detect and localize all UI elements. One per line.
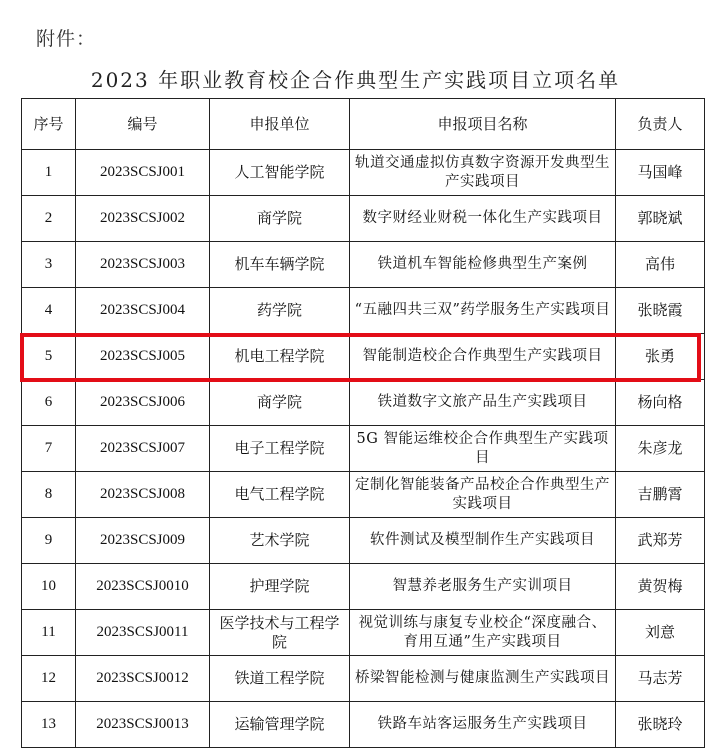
row-no: 8 xyxy=(22,472,76,518)
row-code: 2023SCSJ0010 xyxy=(76,564,210,610)
row-person: 张晓霞 xyxy=(616,288,705,334)
table-row xyxy=(22,518,705,564)
row-no: 5 xyxy=(22,334,76,380)
row-unit: 运输管理学院 xyxy=(210,702,350,748)
row-project: “五融四共三双”药学服务生产实践项目 xyxy=(350,288,616,334)
row-code: 2023SCSJ003 xyxy=(76,242,210,288)
row-no: 12 xyxy=(22,656,76,702)
row-no: 7 xyxy=(22,426,76,472)
row-person: 高伟 xyxy=(616,242,705,288)
row-person: 马志芳 xyxy=(616,656,705,702)
table-row xyxy=(22,196,705,242)
row-person: 黄贺梅 xyxy=(616,564,705,610)
row-unit: 机车车辆学院 xyxy=(210,242,350,288)
table-header-row xyxy=(22,99,705,150)
document-title: 2023 年职业教育校企合作典型生产实践项目立项名单 xyxy=(90,68,621,92)
table-row xyxy=(22,656,705,702)
row-unit: 电气工程学院 xyxy=(210,472,350,518)
row-person: 武郑芳 xyxy=(616,518,705,564)
header-person: 负责人 xyxy=(616,99,705,150)
row-no: 9 xyxy=(22,518,76,564)
row-project: 智慧养老服务生产实训项目 xyxy=(350,564,616,610)
table-row xyxy=(22,426,705,472)
row-person: 张勇 xyxy=(616,334,705,380)
row-person: 刘意 xyxy=(616,610,705,656)
row-person: 张晓玲 xyxy=(616,702,705,748)
row-unit: 商学院 xyxy=(210,196,350,242)
row-unit: 电子工程学院 xyxy=(210,426,350,472)
header-project: 申报项目名称 xyxy=(350,99,616,150)
table-row xyxy=(22,610,705,656)
row-code: 2023SCSJ002 xyxy=(76,196,210,242)
table-row xyxy=(22,150,705,196)
row-unit: 药学院 xyxy=(210,288,350,334)
table-row xyxy=(22,472,705,518)
row-project: 智能制造校企合作典型生产实践项目 xyxy=(350,334,616,380)
row-code: 2023SCSJ008 xyxy=(76,472,210,518)
row-no: 3 xyxy=(22,242,76,288)
row-no: 4 xyxy=(22,288,76,334)
row-unit: 商学院 xyxy=(210,380,350,426)
row-project: 软件测试及模型制作生产实践项目 xyxy=(350,518,616,564)
row-no: 2 xyxy=(22,196,76,242)
attachment-label: 附件： xyxy=(36,28,97,50)
table-row xyxy=(22,242,705,288)
row-code: 2023SCSJ001 xyxy=(76,150,210,196)
row-project: 5G 智能运维校企合作典型生产实践项目 xyxy=(350,426,616,472)
row-project: 铁道机车智能检修典型生产案例 xyxy=(350,242,616,288)
project-table xyxy=(21,98,705,748)
row-person: 杨向格 xyxy=(616,380,705,426)
row-no: 10 xyxy=(22,564,76,610)
row-code: 2023SCSJ005 xyxy=(76,334,210,380)
row-code: 2023SCSJ009 xyxy=(76,518,210,564)
row-unit: 机电工程学院 xyxy=(210,334,350,380)
header-code: 编号 xyxy=(76,99,210,150)
table-row xyxy=(22,380,705,426)
row-person: 朱彦龙 xyxy=(616,426,705,472)
row-project: 数字财经业财税一体化生产实践项目 xyxy=(350,196,616,242)
row-no: 11 xyxy=(22,610,76,656)
row-no: 6 xyxy=(22,380,76,426)
row-code: 2023SCSJ004 xyxy=(76,288,210,334)
row-project: 桥梁智能检测与健康监测生产实践项目 xyxy=(350,656,616,702)
row-unit: 人工智能学院 xyxy=(210,150,350,196)
table-row xyxy=(22,702,705,748)
row-code: 2023SCSJ007 xyxy=(76,426,210,472)
row-person: 郭晓斌 xyxy=(616,196,705,242)
row-project: 铁路车站客运服务生产实践项目 xyxy=(350,702,616,748)
table-row xyxy=(22,564,705,610)
row-code: 2023SCSJ0011 xyxy=(76,610,210,656)
table-row-highlighted xyxy=(22,334,705,380)
row-project: 视觉训练与康复专业校企“深度融合、育用互通”生产实践项目 xyxy=(350,610,616,656)
header-no: 序号 xyxy=(22,99,76,150)
row-person: 马国峰 xyxy=(616,150,705,196)
row-unit: 铁道工程学院 xyxy=(210,656,350,702)
row-unit: 护理学院 xyxy=(210,564,350,610)
row-person: 吉鹏霄 xyxy=(616,472,705,518)
row-code: 2023SCSJ0013 xyxy=(76,702,210,748)
row-project: 轨道交通虚拟仿真数字资源开发典型生产实践项目 xyxy=(350,150,616,196)
row-no: 1 xyxy=(22,150,76,196)
row-project: 铁道数字文旅产品生产实践项目 xyxy=(350,380,616,426)
table-row xyxy=(22,288,705,334)
header-unit: 申报单位 xyxy=(210,99,350,150)
row-code: 2023SCSJ006 xyxy=(76,380,210,426)
row-code: 2023SCSJ0012 xyxy=(76,656,210,702)
row-project: 定制化智能装备产品校企合作典型生产实践项目 xyxy=(350,472,616,518)
row-unit: 医学技术与工程学院 xyxy=(210,610,350,656)
row-unit: 艺术学院 xyxy=(210,518,350,564)
row-no: 13 xyxy=(22,702,76,748)
